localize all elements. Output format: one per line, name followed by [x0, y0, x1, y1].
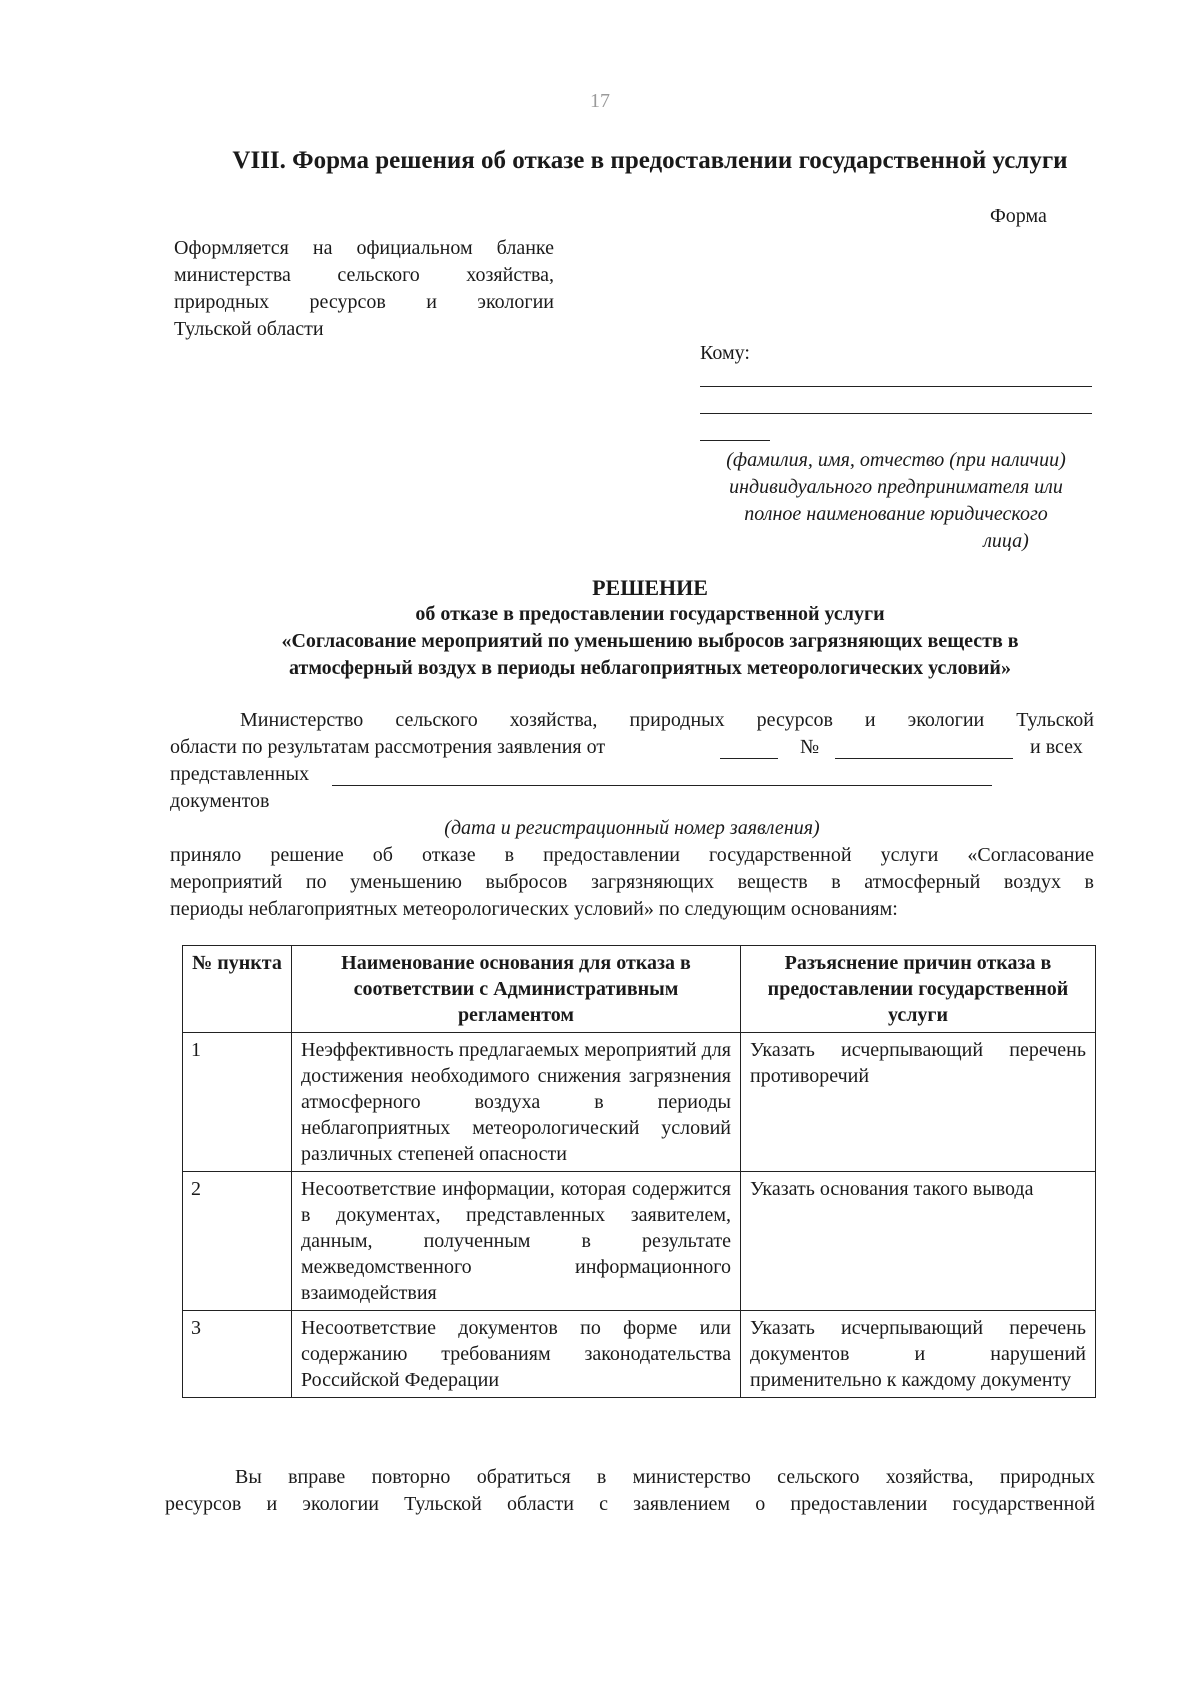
issuer-line: министерства сельского хозяйства, [174, 264, 554, 286]
intro-line4: документов [170, 790, 270, 812]
row-num: 2 [183, 1172, 292, 1311]
date-caption: (дата и регистрационный номер заявления) [444, 817, 820, 839]
section-title: VIII. Форма решения об отказе в предоставлении государственной услуги [232, 147, 1068, 174]
intro-line2-b: и всех [1030, 736, 1083, 758]
table-row [183, 1311, 1096, 1398]
table-header-row [183, 946, 1096, 1033]
recipient-caption-line: индивидуального предпринимателя или [729, 476, 1063, 498]
row-explanation: Указать исчерпывающий перечень противоречий [741, 1033, 1096, 1172]
decision-title: РЕШЕНИЕ [592, 575, 708, 600]
closing-line: Вы вправе повторно обратиться в министерство сельского хозяйства, природных [235, 1466, 1095, 1488]
row-num: 1 [183, 1033, 292, 1172]
row-num: 3 [183, 1311, 292, 1398]
recipient-line-short[interactable] [700, 440, 770, 441]
closing-paragraph [165, 1464, 1095, 1518]
decision-text-line: мероприятий по уменьшению выбросов загрязняющих веществ в атмосферный воздух в [170, 871, 1094, 893]
recipient-label: Кому: [700, 342, 750, 364]
intro-paragraph [170, 707, 1094, 734]
header-num: № пункта [183, 946, 292, 1033]
issuer-line: Оформляется на официальном бланке [174, 237, 554, 259]
page-number: 17 [590, 90, 610, 112]
intro-number-sign: № [800, 736, 820, 758]
header-basis: Наименование основания для отказа в соответствии с Административным регламентом [292, 946, 741, 1033]
recipient-caption-line: полное наименование юридического [744, 503, 1048, 525]
intro-line3: представленных [170, 763, 310, 785]
issuer-line: Тульской области [174, 318, 324, 340]
decision-service-name [150, 628, 1150, 682]
row-explanation: Указать исчерпывающий перечень документов и нарушений применительно к каждому документу [741, 1311, 1096, 1398]
row-basis: Несоответствие информации, которая содержится в документах, представленных заявителем, данным, полученным в результате межведомственного информационного взаимодействия [292, 1172, 741, 1311]
decision-subtitle: об отказе в предоставлении государственной услуги [415, 603, 885, 625]
issuer-line: природных ресурсов и экологии [174, 291, 554, 313]
recipient-caption [700, 447, 1092, 555]
documents-field[interactable] [332, 785, 992, 786]
table-row [183, 1172, 1096, 1311]
decision-service-line: «Согласование мероприятий по уменьшению выбросов загрязняющих веществ в [281, 630, 1019, 652]
row-basis: Несоответствие документов по форме или содержанию требованиям законодательства Российской Федерации [292, 1311, 741, 1398]
issuer-note [174, 235, 554, 343]
intro-line2-a: области по результатам рассмотрения заявления от [170, 736, 606, 758]
header-explanation: Разъяснение причин отказа в предоставлении государственной услуги [741, 946, 1096, 1033]
decision-service-line: атмосферный воздух в периоды неблагоприятных метеорологических условий» [289, 657, 1011, 679]
recipient-line[interactable] [700, 386, 1092, 387]
decision-text [170, 842, 1094, 923]
date-field[interactable] [720, 758, 778, 759]
recipient-caption-line: лица) [983, 530, 1029, 552]
registration-number-field[interactable] [835, 758, 1013, 759]
row-basis: Неэффективность предлагаемых мероприятий для достижения необходимого снижения загрязнения атмосферного воздуха в периоды неблагоприятных метеорологический условий различных степеней опасности [292, 1033, 741, 1172]
decision-text-line: периоды неблагоприятных метеорологических условий» по следующим основаниям: [170, 898, 898, 920]
row-explanation: Указать основания такого вывода [741, 1172, 1096, 1311]
recipient-caption-line: (фамилия, имя, отчество (при наличии) [726, 449, 1066, 471]
table-row [183, 1033, 1096, 1172]
decision-text-line: приняло решение об отказе в предоставлении государственной услуги «Согласование [170, 844, 1094, 866]
closing-line: ресурсов и экологии Тульской области с заявлением о предоставлении государственной [165, 1493, 1095, 1515]
recipient-line[interactable] [700, 413, 1092, 414]
grounds-table [182, 945, 1096, 1398]
intro-line: Министерство сельского хозяйства, природных ресурсов и экологии Тульской [240, 709, 1094, 731]
form-label: Форма [990, 205, 1047, 227]
